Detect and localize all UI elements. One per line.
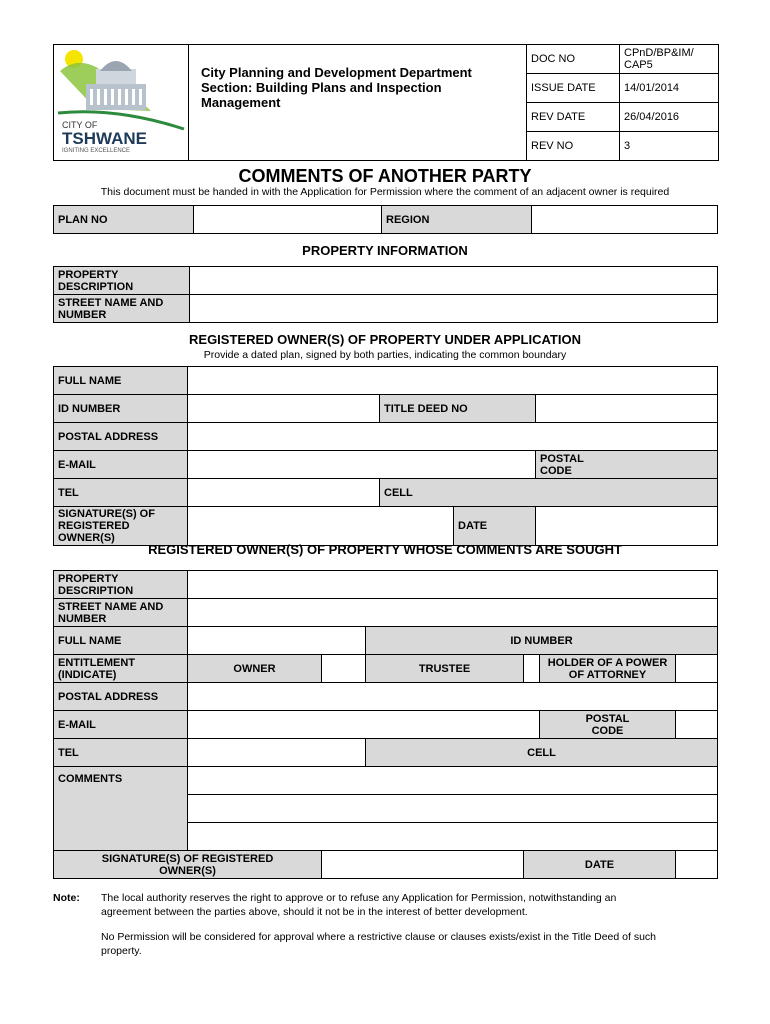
owner-checkbox[interactable] — [322, 655, 366, 683]
date-field[interactable] — [536, 507, 718, 546]
signature-label: SIGNATURE(S) OF REGISTERED OWNER(S) — [54, 507, 188, 546]
street-name-field[interactable] — [190, 295, 718, 323]
tel-field[interactable] — [188, 479, 380, 507]
tel-label: TEL — [54, 479, 188, 507]
comments-postal-code-field[interactable] — [676, 711, 718, 739]
svg-text:CITY OF: CITY OF — [62, 120, 98, 130]
tshwane-logo — [56, 49, 186, 153]
svg-text:IGNITING EXCELLENCE: IGNITING EXCELLENCE — [62, 148, 131, 153]
logo-cell — [54, 45, 189, 161]
postal-address-field[interactable] — [188, 423, 718, 451]
comments-email-label: E-MAIL — [54, 711, 188, 739]
comments-line-2[interactable] — [188, 795, 718, 823]
comments-signature-field[interactable] — [322, 851, 524, 879]
comments-signature-label: SIGNATURE(S) OF REGISTERED OWNER(S) — [54, 851, 322, 879]
rev-date-label: REV DATE — [527, 103, 620, 132]
signature-field[interactable] — [188, 507, 454, 546]
postal-code-label: POSTAL CODE — [536, 451, 718, 479]
region-field[interactable] — [532, 206, 718, 234]
owner-comments-table — [53, 570, 718, 879]
power-of-attorney-checkbox[interactable] — [676, 655, 718, 683]
comments-postal-address-field[interactable] — [188, 683, 718, 711]
property-info-table — [53, 266, 718, 323]
department-title: City Planning and Development Department Section: Building Plans and Inspection Management — [189, 45, 527, 161]
comments-tel-label: TEL — [54, 739, 188, 767]
trustee-option-label: TRUSTEE — [366, 655, 524, 683]
comments-label: COMMENTS — [54, 767, 188, 851]
comments-tel-field[interactable] — [188, 739, 366, 767]
comments-date-label: DATE — [524, 851, 676, 879]
comments-street-name-field[interactable] — [188, 599, 718, 627]
comments-property-description-field[interactable] — [188, 571, 718, 599]
comments-email-field[interactable] — [188, 711, 540, 739]
title-deed-field[interactable] — [536, 395, 718, 423]
owner-application-heading: REGISTERED OWNER(S) OF PROPERTY UNDER APPLICATION — [189, 332, 581, 347]
trustee-checkbox[interactable] — [524, 655, 540, 683]
owner-application-table — [53, 366, 718, 546]
comments-postal-address-label: POSTAL ADDRESS — [54, 683, 188, 711]
comments-id-number-label: ID NUMBER — [366, 627, 718, 655]
region-label: REGION — [382, 206, 532, 234]
rev-no-value: 3 — [620, 132, 719, 161]
note-paragraph-1: The local authority reserves the right to approve or to refuse any Application for Permission, notwithstanding an agreement between the parties above, should it not be in the interest of better development. — [101, 892, 617, 918]
comments-line-3[interactable] — [188, 823, 718, 851]
property-info-heading: PROPERTY INFORMATION — [302, 243, 468, 258]
doc-no-value: CPnD/BP&IM/ CAP5 — [620, 45, 719, 74]
property-description-field[interactable] — [190, 267, 718, 295]
comments-line-1[interactable] — [188, 767, 718, 795]
plan-no-label: PLAN NO — [54, 206, 194, 234]
street-name-label: STREET NAME AND NUMBER — [54, 295, 190, 323]
email-label: E-MAIL — [54, 451, 188, 479]
comments-property-description-label: PROPERTY DESCRIPTION — [54, 571, 188, 599]
full-name-field[interactable] — [188, 367, 718, 395]
intro-text: This document must be handed in with the Application for Permission where the comment of an adjacent owner is required — [100, 186, 670, 198]
date-label: DATE — [454, 507, 536, 546]
entitlement-label: ENTITLEMENT (INDICATE) — [54, 655, 188, 683]
rev-no-label: REV NO — [527, 132, 620, 161]
email-field[interactable] — [188, 451, 536, 479]
comments-full-name-field[interactable] — [188, 627, 366, 655]
svg-text:TSHWANE: TSHWANE — [62, 129, 147, 148]
rev-date-value: 26/04/2016 — [620, 103, 719, 132]
header-table — [53, 44, 719, 161]
comments-date-field[interactable] — [676, 851, 718, 879]
owner-option-label: OWNER — [188, 655, 322, 683]
plan-table — [53, 205, 718, 234]
cell-label: CELL — [380, 479, 718, 507]
note-label: Note: — [53, 892, 80, 904]
full-name-label: FULL NAME — [54, 367, 188, 395]
id-number-label: ID NUMBER — [54, 395, 188, 423]
owner-comments-heading: REGISTERED OWNER(S) OF PROPERTY WHOSE COMMENTS ARE SOUGHT — [148, 542, 622, 557]
doc-no-label: DOC NO — [527, 45, 620, 74]
power-of-attorney-label: HOLDER OF A POWER OF ATTORNEY — [540, 655, 676, 683]
issue-date-value: 14/01/2014 — [620, 74, 719, 103]
plan-no-field[interactable] — [194, 206, 382, 234]
comments-street-name-label: STREET NAME AND NUMBER — [54, 599, 188, 627]
note-paragraph-2: No Permission will be considered for approval where a restrictive clause or clauses exists/exist in the Title Deed of such property. — [101, 931, 656, 957]
page-title: COMMENTS OF ANOTHER PARTY — [238, 166, 532, 186]
title-deed-label: TITLE DEED NO — [380, 395, 536, 423]
issue-date-label: ISSUE DATE — [527, 74, 620, 103]
comments-full-name-label: FULL NAME — [54, 627, 188, 655]
property-description-label: PROPERTY DESCRIPTION — [54, 267, 190, 295]
owner-application-subtitle: Provide a dated plan, signed by both parties, indicating the common boundary — [203, 349, 567, 361]
comments-cell-label: CELL — [366, 739, 718, 767]
comments-postal-code-label: POSTAL CODE — [540, 711, 676, 739]
id-number-field[interactable] — [188, 395, 380, 423]
postal-address-label: POSTAL ADDRESS — [54, 423, 188, 451]
